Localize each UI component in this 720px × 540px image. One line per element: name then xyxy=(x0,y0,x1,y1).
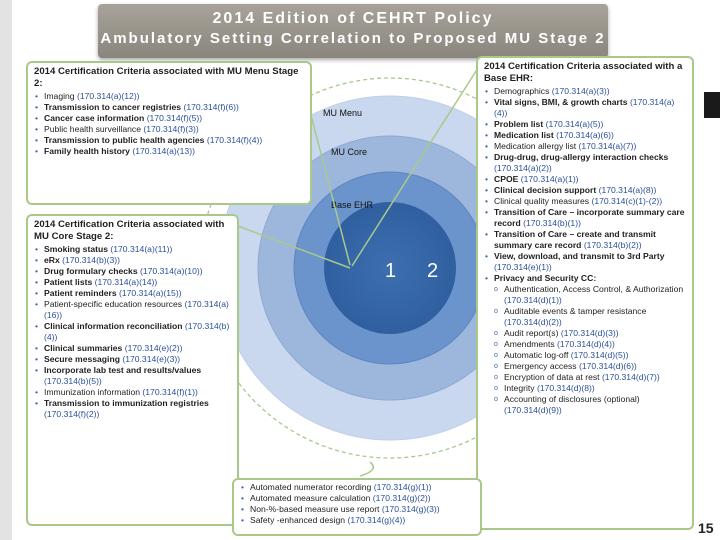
criteria-name: Transition of Care – create and transmit summary care record xyxy=(494,229,656,250)
criteria-code: (170.314(a)(6)) xyxy=(556,130,614,140)
criteria-item xyxy=(34,343,231,354)
criteria-name: Transmission to immunization registries xyxy=(44,398,209,408)
criteria-name: Incorporate lab test and results/values xyxy=(44,365,202,375)
criteria-code: (170.314(a)(14)) xyxy=(94,277,158,287)
criteria-code: (170.314(e)(2)) xyxy=(124,343,183,353)
criteria-code: (170.314(g)(3)) xyxy=(381,504,440,514)
criteria-code: (170.314(a)(8)) xyxy=(598,185,657,195)
criteria-item xyxy=(240,482,474,493)
criteria-item xyxy=(484,273,686,284)
criteria-list xyxy=(34,91,304,157)
criteria-code: (170.314(e)(3)) xyxy=(122,354,181,364)
criteria-code: (170.314(d)(2)) xyxy=(504,317,562,327)
criteria-name: Patient lists xyxy=(44,277,93,287)
criteria-name: Audit report(s) xyxy=(504,328,559,338)
criteria-name: Medication allergy list xyxy=(494,141,577,151)
criteria-name: Transmission to public health agencies xyxy=(44,135,205,145)
criteria-code: (170.314(a)(13)) xyxy=(132,146,195,156)
panel-mu-core-criteria xyxy=(26,214,239,526)
criteria-subitem xyxy=(484,306,686,328)
criteria-code: (170.314(a)(7)) xyxy=(578,141,637,151)
criteria-item xyxy=(484,185,686,196)
criteria-name: eRx xyxy=(44,255,60,265)
criteria-code: (170.314(a)(10)) xyxy=(140,266,203,276)
criteria-code: (170.314(d)(6)) xyxy=(579,361,637,371)
criteria-item xyxy=(240,493,474,504)
label-mu-menu: MU Menu xyxy=(323,108,363,118)
criteria-code: (170.314(f)(2)) xyxy=(44,409,100,419)
criteria-code: (170.314(a)(4)) xyxy=(494,97,675,118)
criteria-code: (170.314(a)(12)) xyxy=(76,91,140,101)
criteria-item xyxy=(484,174,686,185)
criteria-name: Cancer case information xyxy=(44,113,145,123)
panel-mu-menu-criteria xyxy=(26,61,312,205)
criteria-item xyxy=(34,299,231,321)
criteria-item xyxy=(34,135,304,146)
criteria-item xyxy=(34,91,304,102)
panel-header: 2014 Certification Criteria associated with MU Core Stage 2: xyxy=(34,219,225,242)
criteria-code: (170.314(a)(15)) xyxy=(118,288,182,298)
criteria-code: (170.314(d)(7)) xyxy=(601,372,660,382)
criteria-item xyxy=(484,86,686,97)
criteria-name: Emergency access xyxy=(504,361,577,371)
criteria-code: (170.314(f)(5)) xyxy=(146,113,203,123)
criteria-name: Automated numerator recording xyxy=(250,482,372,492)
criteria-subitem xyxy=(484,361,686,372)
criteria-item xyxy=(34,266,231,277)
criteria-item xyxy=(484,251,686,273)
criteria-subitem xyxy=(484,284,686,306)
criteria-code: (170.314(f)(6)) xyxy=(183,102,239,112)
criteria-name: Integrity xyxy=(504,383,535,393)
criteria-code: (170.314(b)(2)) xyxy=(583,240,642,250)
criteria-code: (170.314(a)(16)) xyxy=(44,299,229,320)
criteria-name: Vital signs, BMI, & growth charts xyxy=(494,97,628,107)
criteria-name: Family health history xyxy=(44,146,130,156)
criteria-name: Clinical decision support xyxy=(494,185,597,195)
criteria-item xyxy=(240,504,474,515)
criteria-item xyxy=(34,398,231,420)
criteria-name: Authentication, Access Control, & Authorization xyxy=(504,284,684,294)
criteria-item xyxy=(484,152,686,174)
criteria-name: View, download, and transmit to 3rd Party xyxy=(494,251,665,261)
criteria-name: Imaging xyxy=(44,91,75,101)
criteria-subitem xyxy=(484,372,686,383)
criteria-name: Encryption of data at rest xyxy=(504,372,600,382)
criteria-name: Clinical summaries xyxy=(44,343,123,353)
criteria-item xyxy=(484,119,686,130)
criteria-name: Problem list xyxy=(494,119,544,129)
criteria-name: CPOE xyxy=(494,174,519,184)
criteria-name: Public health surveillance xyxy=(44,124,141,134)
criteria-code: (170.314(c)(1)-(2)) xyxy=(591,196,663,206)
criteria-code: (170.314(f)(3)) xyxy=(143,124,199,134)
criteria-item xyxy=(34,365,231,387)
criteria-item xyxy=(34,113,304,124)
criteria-name: Drug formulary checks xyxy=(44,266,138,276)
criteria-name: Clinical information reconciliation xyxy=(44,321,183,331)
criteria-code: (170.314(b)(1)) xyxy=(523,218,581,228)
criteria-code: (170.314(a)(2)) xyxy=(494,163,552,173)
criteria-code: (170.314(d)(9)) xyxy=(504,405,562,415)
criteria-list xyxy=(34,244,231,420)
criteria-code: (170.314(a)(11)) xyxy=(110,244,173,254)
criteria-item xyxy=(484,97,686,119)
criteria-code: (170.314(a)(5)) xyxy=(545,119,604,129)
criteria-code: (170.314(a)(3)) xyxy=(551,86,610,96)
criteria-item xyxy=(34,146,304,157)
criteria-subitem xyxy=(484,328,686,339)
criteria-name: Transmission to cancer registries xyxy=(44,102,182,112)
criteria-name: Automatic log-off xyxy=(504,350,569,360)
criteria-code: (170.314(f)(4)) xyxy=(206,135,263,145)
criteria-name: Patient-specific education resources xyxy=(44,299,183,309)
ring-number-2: 2 xyxy=(427,260,439,282)
label-base-ehr: Base EHR xyxy=(331,200,374,210)
criteria-item xyxy=(34,277,231,288)
criteria-name: Secure messaging xyxy=(44,354,120,364)
criteria-item xyxy=(34,244,231,255)
criteria-item xyxy=(34,321,231,343)
criteria-code: (170.314(e)(1)) xyxy=(494,262,552,272)
criteria-item xyxy=(484,141,686,152)
criteria-item xyxy=(34,354,231,365)
criteria-item xyxy=(34,102,304,113)
criteria-name: Smoking status xyxy=(44,244,108,254)
criteria-name: Privacy and Security CC: xyxy=(494,273,597,283)
criteria-name: Non-%-based measure use report xyxy=(250,504,380,514)
criteria-item xyxy=(484,229,686,251)
panel-base-ehr-criteria xyxy=(476,56,694,530)
criteria-name: Transition of Care – incorporate summary care record xyxy=(494,207,685,228)
criteria-list xyxy=(484,86,686,416)
criteria-name: Amendments xyxy=(504,339,555,349)
criteria-item xyxy=(34,255,231,266)
criteria-name: Patient reminders xyxy=(44,288,117,298)
criteria-name: Drug-drug, drug-allergy interaction checks xyxy=(494,152,669,162)
criteria-subitem xyxy=(484,383,686,394)
ring-number-1: 1 xyxy=(385,260,397,282)
criteria-code: (170.314(b)(5)) xyxy=(44,376,102,386)
label-mu-core: MU Core xyxy=(331,147,368,157)
criteria-subitem xyxy=(484,339,686,350)
criteria-item xyxy=(484,196,686,207)
criteria-name: Clinical quality measures xyxy=(494,196,590,206)
criteria-name: Automated measure calculation xyxy=(250,493,371,503)
criteria-item xyxy=(34,288,231,299)
criteria-code: (170.314(g)(2)) xyxy=(372,493,431,503)
title-line-1: 2014 Edition of CEHRT Policy xyxy=(212,10,494,27)
title-line-2: Ambulatory Setting Correlation to Proposed MU Stage 2 xyxy=(100,30,606,47)
panel-header: 2014 Certification Criteria associated with a Base EHR: xyxy=(484,61,683,84)
criteria-list xyxy=(240,482,474,526)
criteria-item xyxy=(34,387,231,398)
criteria-name: Medication list xyxy=(494,130,554,140)
criteria-code: (170.314(b)(4)) xyxy=(44,321,230,342)
criteria-subitem xyxy=(484,350,686,361)
page-number: 15 xyxy=(698,520,714,536)
panel-measure-criteria xyxy=(232,478,482,536)
criteria-name: Auditable events & tamper resistance xyxy=(504,306,647,316)
criteria-code: (170.314(f)(1)) xyxy=(142,387,198,397)
criteria-code: (170.314(b)(3)) xyxy=(62,255,120,265)
criteria-code: (170.314(d)(4)) xyxy=(557,339,615,349)
criteria-item xyxy=(34,124,304,135)
criteria-item xyxy=(240,515,474,526)
criteria-name: Safety -enhanced design xyxy=(250,515,346,525)
criteria-code: (170.314(d)(5)) xyxy=(570,350,629,360)
criteria-name: Immunization information xyxy=(44,387,141,397)
criteria-code: (170.314(d)(8)) xyxy=(536,383,595,393)
criteria-code: (170.314(g)(1)) xyxy=(373,482,432,492)
criteria-name: Accounting of disclosures (optional) xyxy=(504,394,640,404)
criteria-code: (170.314(g)(4)) xyxy=(347,515,406,525)
criteria-code: (170.314(d)(1)) xyxy=(504,295,562,305)
criteria-code: (170.314(d)(3)) xyxy=(560,328,619,338)
bottom-brace xyxy=(360,462,373,476)
criteria-item xyxy=(484,130,686,141)
criteria-item xyxy=(484,207,686,229)
panel-header: 2014 Certification Criteria associated with MU Menu Stage 2: xyxy=(34,66,299,89)
criteria-name: Demographics xyxy=(494,86,550,96)
criteria-code: (170.314(a)(1)) xyxy=(520,174,579,184)
criteria-subitem xyxy=(484,394,686,416)
